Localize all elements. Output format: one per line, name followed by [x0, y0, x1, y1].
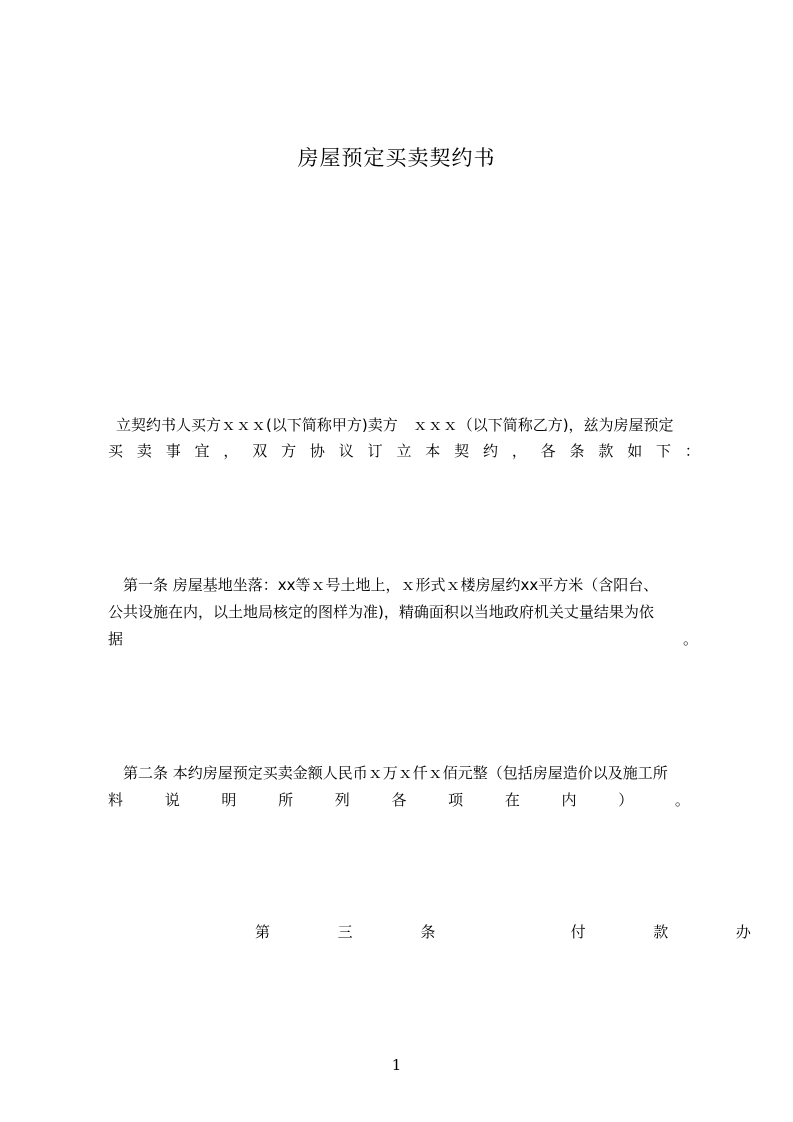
- article-3-char: 办: [735, 923, 751, 941]
- preamble-text-1: 立契约书人买方ｘｘｘ(以下简称甲方)卖方 ｘｘｘ（以下简称乙方)，兹为房屋预定: [116, 416, 674, 434]
- article-2-char: 料: [108, 791, 124, 809]
- preamble-line-1: [116, 414, 706, 436]
- preamble-char: 订: [367, 442, 383, 460]
- article-2-char: 在: [504, 791, 520, 809]
- article-2-char: 内: [561, 791, 577, 809]
- article-1-text-3-end: 。: [682, 630, 698, 648]
- preamble-char: 立: [396, 442, 412, 460]
- article-1-line-3: [108, 628, 698, 650]
- article-2-char: 列: [334, 791, 350, 809]
- article-2-char: ）: [618, 791, 634, 809]
- article-3-char: 款: [653, 923, 669, 941]
- preamble-char: 协: [309, 442, 325, 460]
- article-1-text-1: 第一条 房屋基地坐落：xx等ｘ号土地上，ｘ形式ｘ楼房屋约xx平方米（含阳台、: [123, 576, 659, 594]
- article-2-char: 明: [221, 791, 237, 809]
- preamble-char: 方: [281, 442, 297, 460]
- page-title: 房屋预定买卖契约书: [297, 146, 496, 170]
- article-3-char: 三: [337, 923, 353, 941]
- article-2-char: 项: [448, 791, 464, 809]
- preamble-char: 条: [569, 442, 585, 460]
- article-2-line-2: [108, 789, 690, 811]
- preamble-char: ，: [223, 442, 239, 460]
- article-3-char: 条: [420, 923, 436, 941]
- article-1-text-3-start: 据: [108, 630, 124, 648]
- article-2-text-1: 第二条 本约房屋预定买卖金额人民币ｘ万ｘ仟ｘ佰元整（包括房屋造价以及施工所: [123, 764, 668, 782]
- article-1-line-2: [108, 601, 708, 623]
- preamble-char: 本: [425, 442, 441, 460]
- preamble-char: 约: [482, 442, 498, 460]
- preamble-char: 双: [252, 442, 268, 460]
- article-2-line-1: [123, 762, 705, 784]
- preamble-char: 各: [540, 442, 556, 460]
- preamble-line-2: [108, 440, 700, 462]
- article-1-text-2: 公共设施在内，以土地局核定的图样为准)，精确面积以当地政府机关丈量结果为依: [108, 603, 654, 621]
- preamble-char: 事: [165, 442, 181, 460]
- article-2-char: 。: [674, 791, 690, 809]
- article-3-heading: [255, 921, 751, 943]
- preamble-char: 宜: [194, 442, 210, 460]
- preamble-char: 如: [627, 442, 643, 460]
- preamble-char: ：: [684, 442, 700, 460]
- preamble-char: 议: [338, 442, 354, 460]
- preamble-char: ，: [511, 442, 527, 460]
- article-2-char: 所: [278, 791, 294, 809]
- preamble-char: 契: [454, 442, 470, 460]
- article-3-char: 付: [570, 923, 586, 941]
- article-1-line-1: [123, 574, 705, 596]
- preamble-char: 买: [108, 442, 124, 460]
- preamble-char: 款: [598, 442, 614, 460]
- article-2-char: 说: [164, 791, 180, 809]
- page-number: 1: [391, 1056, 402, 1074]
- preamble-char: 卖: [136, 442, 152, 460]
- preamble-char: 下: [656, 442, 672, 460]
- article-3-char: 第: [255, 923, 271, 941]
- article-2-char: 各: [391, 791, 407, 809]
